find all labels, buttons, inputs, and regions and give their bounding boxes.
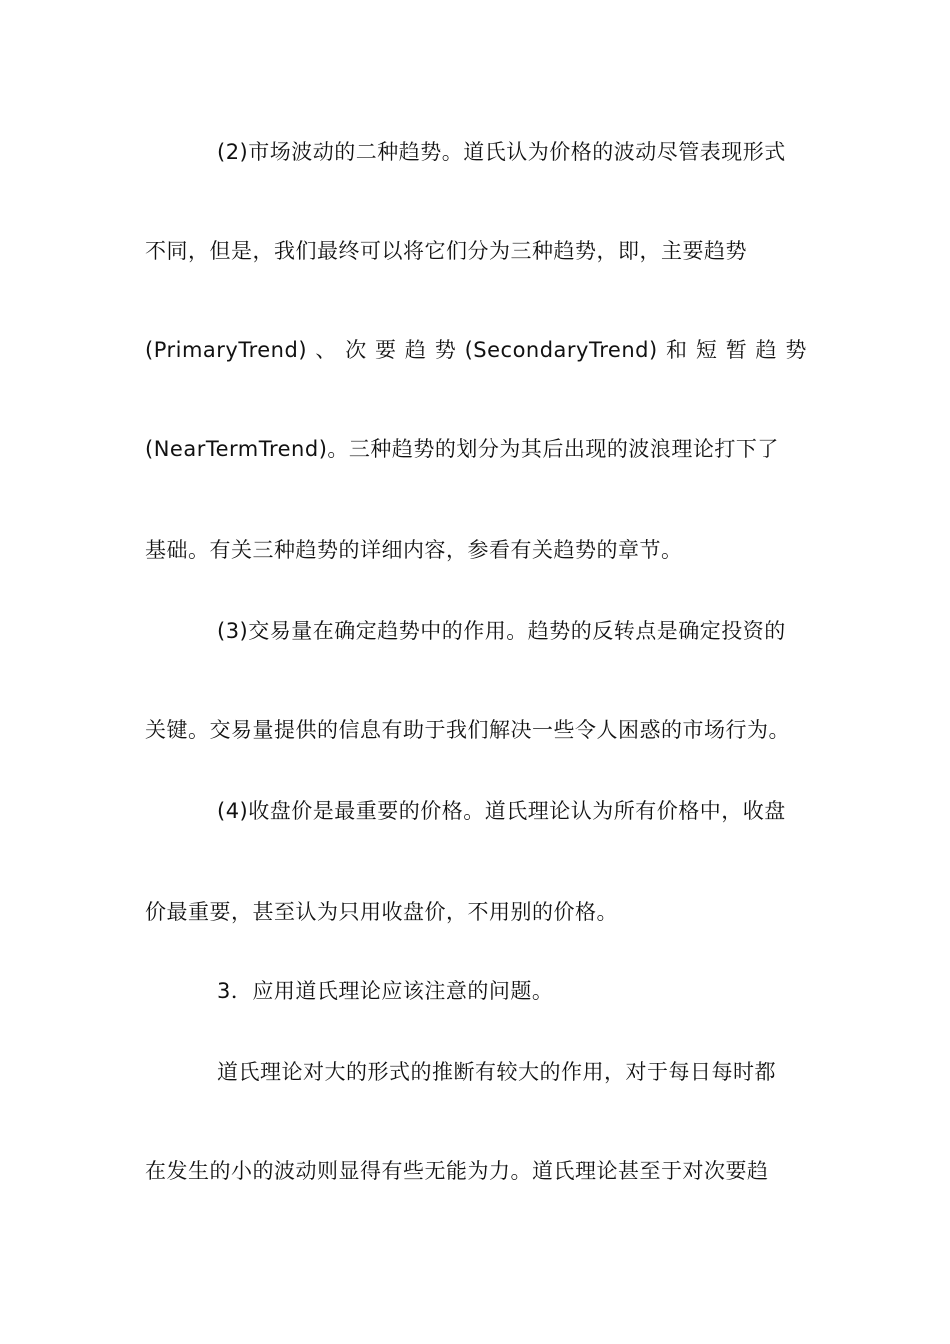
text-segment: 势 — [434, 338, 457, 362]
paragraph-close-price-line-2: 价最重要，甚至认为只用收盘价，不用别的价格。 — [145, 900, 618, 924]
text-segment: 短 — [695, 338, 718, 362]
text-segment: (PrimaryTrend) — [145, 338, 308, 362]
section-heading: 3．应用道氏理论应该注意的问题。 — [217, 979, 554, 1003]
paragraph-trends-line-5: 基础。有关三种趋势的详细内容，参看有关趋势的章节。 — [145, 538, 683, 562]
text-segment: 要 — [375, 338, 397, 362]
paragraph-notes-line-2: 在发生的小的波动则显得有些无能为力。道氏理论甚至于对次要趋 — [145, 1159, 769, 1183]
paragraph-trends-line-4: (NearTermTrend)。三种趋势的划分为其后出现的波浪理论打下了 — [145, 437, 779, 461]
text-segment: 暂 — [725, 338, 748, 362]
paragraph-volume-line-2: 关键。交易量提供的信息有助于我们解决一些令人困惑的市场行为。 — [145, 718, 790, 742]
text-segment: (SecondaryTrend) — [464, 338, 658, 362]
paragraph-volume-line-1: (3)交易量在确定趋势中的作用。趋势的反转点是确定投资的 — [217, 619, 786, 643]
paragraph-notes-line-1: 道氏理论对大的形式的推断有较大的作用，对于每日每时都 — [217, 1060, 776, 1084]
text-segment: 趋 — [755, 338, 778, 362]
paragraph-trends-line-2: 不同，但是，我们最终可以将它们分为三种趋势，即，主要趋势 — [145, 239, 747, 263]
paragraph-trends-line-3 — [145, 335, 807, 365]
text-segment: 势 — [785, 338, 807, 362]
paragraph-close-price-line-1: (4)收盘价是最重要的价格。道氏理论认为所有价格中，收盘 — [217, 799, 786, 823]
paragraph-trends-line-1: (2)市场波动的二种趋势。道氏认为价格的波动尽管表现形式 — [217, 140, 786, 164]
text-segment: 、 — [315, 338, 337, 362]
text-segment: 次 — [345, 338, 367, 362]
text-segment: 趋 — [404, 338, 427, 362]
text-segment: 和 — [666, 338, 688, 362]
